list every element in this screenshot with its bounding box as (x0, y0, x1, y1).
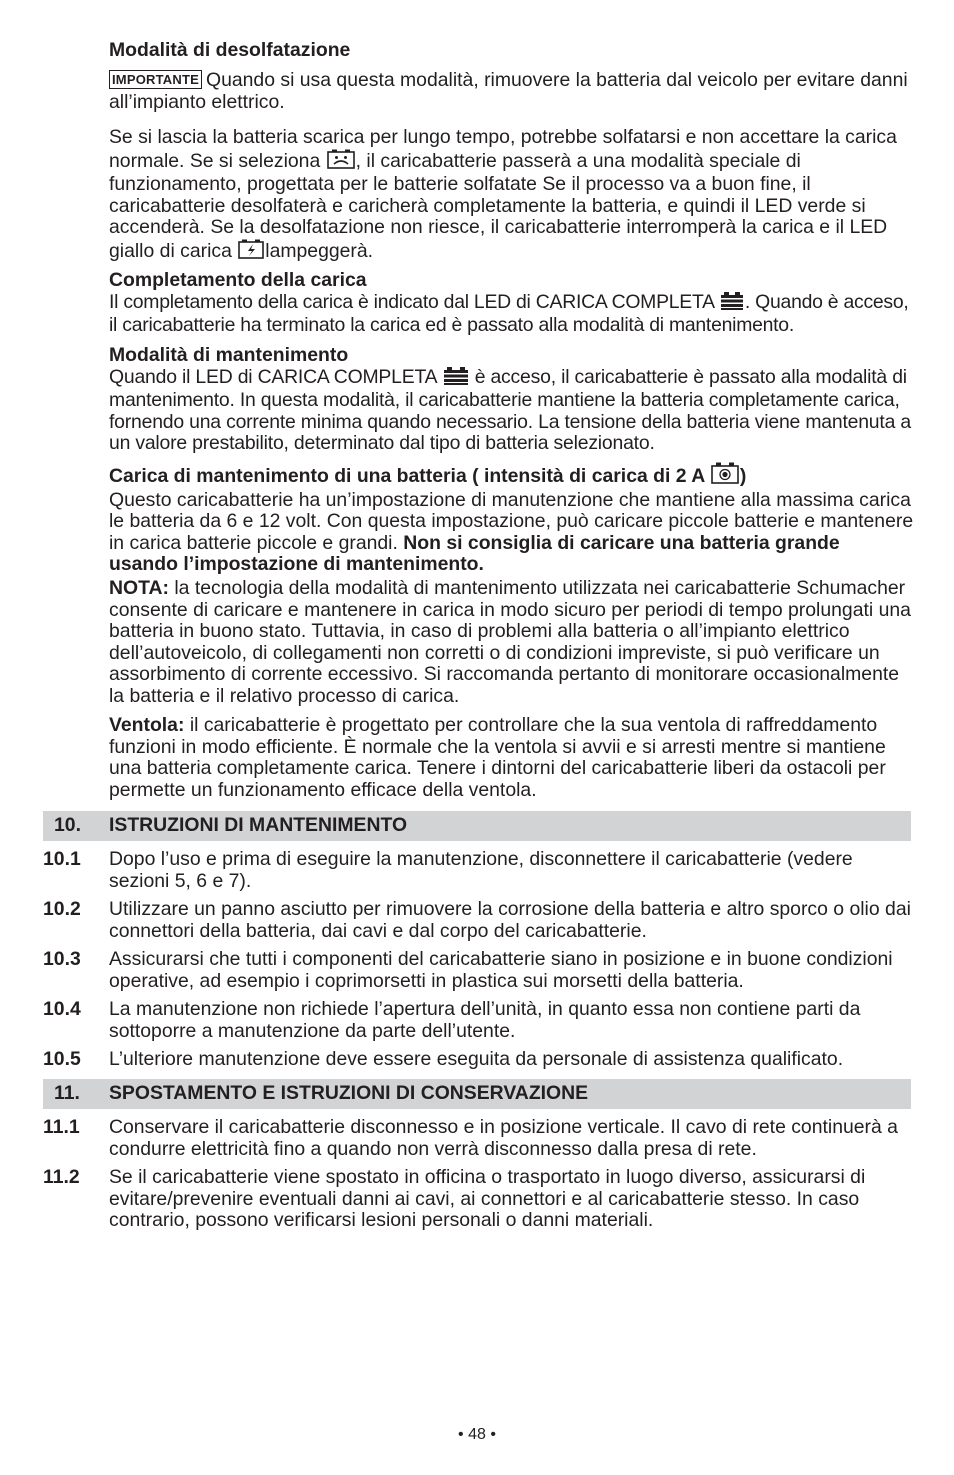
maintenance-mode-heading: Modalità di mantenimento (109, 344, 349, 366)
list-item (43, 1049, 911, 1071)
charging-battery-icon (238, 239, 264, 265)
trickle-charge-section (109, 462, 914, 576)
section-10-title: ISTRUZIONI DI MANTENIMENTO (109, 814, 408, 836)
list-item (43, 999, 911, 1042)
maintenance-mode-text-b: è acceso, il caricabatterie è passato alla modalità di mantenimento. In questa modalità, il caricabatterie mantiene la batteria completamente carica, fornendo una corrente minima quando necessario. La tensione della batteria viene mantenuta a un valore prestabilito, determinato dal tipo di batteria selezionato. (109, 365, 911, 455)
section-11-number: 11. (54, 1082, 80, 1104)
item-text: La manutenzione non richiede l’apertura dell’unità, in quanto essa non contiene parti da sottoporre a manutenzione da parte dell’utente. (109, 998, 861, 1042)
item-number: 10.1 (43, 848, 81, 870)
item-number: 10.3 (43, 948, 81, 970)
section-10-header (43, 811, 911, 841)
item-text: Conservare il caricabatterie disconnesso e in posizione verticale. Il cavo di rete continuerà a condurre elettricità fino a quando non verrà disconnesso dalla presa di rete. (109, 1116, 898, 1160)
item-text: Dopo l’uso e prima di eseguire la manutenzione, disconnettere il caricabatterie (vedere sezioni 5, 6 e 7). (109, 848, 853, 892)
section-11-header (43, 1079, 911, 1109)
item-number: 10.2 (43, 898, 81, 920)
completion-heading: Completamento della carica (109, 269, 367, 291)
trickle-warning: Non si consiglia di caricare una batteria grande usando l’impostazione di mantenimento. (109, 531, 840, 576)
list-item (43, 949, 911, 992)
note-text: la tecnologia della modalità di mantenimento utilizzata nei caricabatterie Schumacher consente di caricare e mantenere in carica in modo sicuro per periodi di tempo prolungati una batteria in buono stato. Tuttavia, in caso di problemi alla batteria o all’impianto elettrico dell’autoveicolo, di collegamenti non corretti o di condizioni impreviste, si può verificare un assorbimento di corrente eccessivo. Si raccomanda pertanto di monitorare occasionalmente la batteria e il relativo processo di carica. (109, 577, 911, 707)
fan-section (109, 715, 914, 801)
desulfation-paragraph (109, 127, 914, 265)
important-text: Quando si usa questa modalità, rimuovere la batteria dal veicolo per evitare danni all’impianto elettrico. (109, 69, 908, 113)
trickle-text: Questo caricabatterie ha un’impostazione di manutenzione che mantiene alla massima carica le batteria da 6 e 12 volt. Con questa impostazione, può caricare piccole batterie e mantenere in carica batterie piccole e grandi. (109, 488, 914, 554)
item-number: 10.4 (43, 998, 81, 1020)
item-text: Se il caricabatterie viene spostato in officina o trasportato in luogo diverso, assicurarsi di evitare/prevenire eventuali danni ai cavi, ai connettori e al caricabatterie stesso. In caso contrario, possono verificarsi lesioni personali o danni materiali. (109, 1166, 866, 1232)
maintenance-mode-section (109, 345, 914, 455)
full-battery-icon (720, 292, 744, 316)
trickle-heading-a: Carica di mantenimento di una batteria ( intensità di carica di 2 A (109, 465, 705, 487)
important-note (109, 70, 914, 113)
desulfation-text-b: , il caricabatterie passerà a una modalità speciale di funzionamento, progettata per le batterie solfatate Se il processo va a buon fine, il caricabatterie desolfaterà e caricherà completamente la batteria, e quindi il LED verde si accenderà. Se la desolfatazione non riesce, il caricabatterie interromperà la carica e il LED giallo di carica (109, 149, 888, 262)
important-label: IMPORTANTE (109, 70, 202, 89)
section-10-number: 10. (54, 814, 81, 836)
item-number: 11.1 (43, 1116, 80, 1138)
page-number: • 48 • (458, 1426, 496, 1443)
list-item (43, 849, 911, 892)
note-section (109, 578, 914, 708)
list-item (43, 1167, 911, 1232)
full-battery-icon (443, 367, 469, 391)
completion-text-b: . Quando è acceso, il caricabatterie ha terminato la carica ed è passato alla modalità di mantenimento. (109, 290, 909, 337)
item-number: 10.5 (43, 1048, 81, 1070)
section-11-title: SPOSTAMENTO E ISTRUZIONI DI CONSERVAZIONE (109, 1082, 589, 1104)
list-item (43, 1117, 911, 1160)
desulfation-heading: Modalità di desolfatazione (109, 39, 351, 61)
maintain-battery-icon (711, 462, 739, 490)
fan-text: il caricabatterie è progettato per controllare che la sua ventola di raffreddamento funzioni in modo efficiente. È normale che la ventola si avvii e si arresti mentre si mantiene una batteria completamente carica. Tenere i dintorni del caricabatterie liberi da ostacoli per permette un funzionamento efficace della ventola. (109, 714, 886, 801)
fan-label: Ventola: (109, 714, 185, 736)
desulfation-text-c: lampeggerà. (265, 239, 374, 262)
trickle-heading-b: ) (739, 465, 747, 487)
completion-section (109, 270, 914, 337)
completion-text-a: Il completamento della carica è indicato dal LED di CARICA COMPLETA (109, 290, 714, 313)
desulfation-section (109, 40, 914, 62)
item-number: 11.2 (43, 1166, 80, 1188)
item-text: Utilizzare un panno asciutto per rimuovere la corrosione della batteria e altro sporco o olio dai connettori della batteria, dai cavi e dal corpo del caricabatterie. (109, 898, 911, 942)
list-item (43, 899, 911, 942)
sad-battery-icon (327, 149, 355, 175)
item-text: Assicurarsi che tutti i componenti del caricabatterie siano in posizione e in buone condizioni operative, ad esempio i coprimorsetti in plastica sui morsetti della batteria. (109, 948, 893, 992)
desulfation-text-a: Se si lascia la batteria scarica per lungo tempo, potrebbe solfatarsi e non accettare la carica normale. Se si seleziona (109, 126, 897, 172)
maintenance-mode-text-a: Quando il LED di CARICA COMPLETA (109, 365, 437, 388)
note-label: NOTA: (109, 577, 169, 599)
item-text: L’ulteriore manutenzione deve essere eseguita da personale di assistenza qualificato. (109, 1048, 844, 1070)
